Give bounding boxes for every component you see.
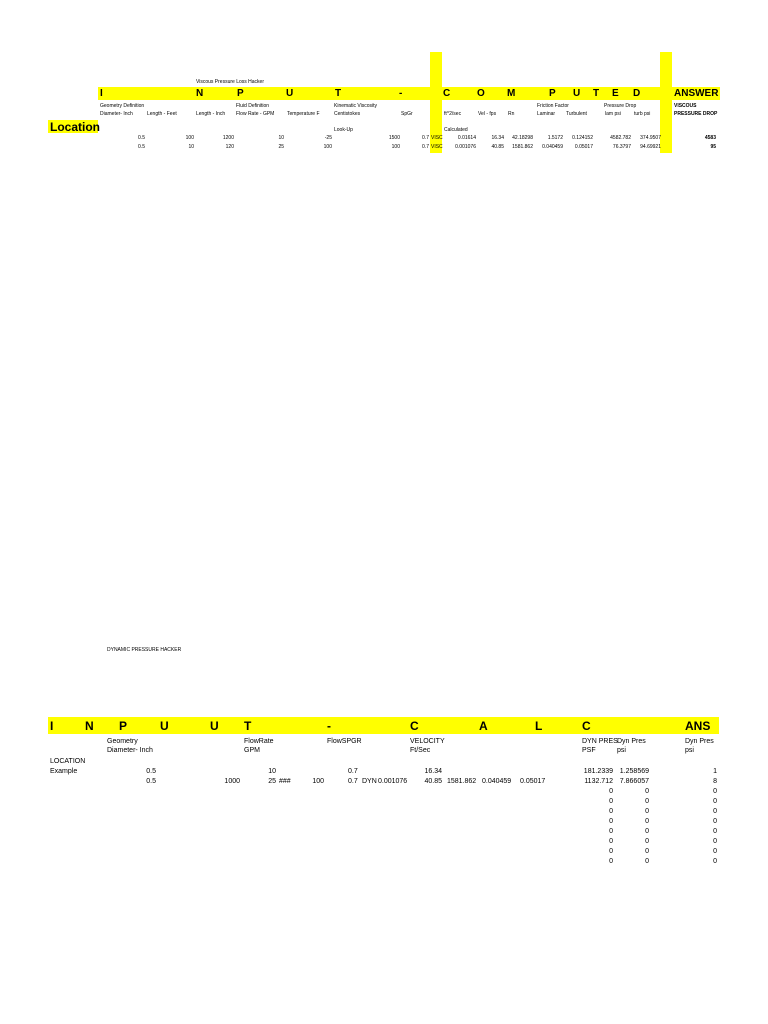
cell: 0 <box>713 838 717 845</box>
band-letter: P <box>119 719 128 733</box>
cell: 0.5 <box>138 144 145 150</box>
cell: 0.001076 <box>455 144 476 150</box>
header-lam-psi: lam psi <box>605 111 621 117</box>
answer-cell: 8 <box>713 778 717 785</box>
cell: 1200 <box>222 135 234 141</box>
header-rn: Rn <box>508 111 515 117</box>
header-ft2sec: ft^2/sec <box>444 111 462 117</box>
header-turbulent: Turbulent <box>566 111 587 117</box>
calculated-label: Calculated <box>444 127 468 133</box>
cell: 0 <box>713 848 717 855</box>
band-letter: - <box>399 88 403 99</box>
band-letter: - <box>327 719 331 733</box>
cell: 0 <box>609 788 613 795</box>
band-letter: C <box>443 88 451 99</box>
band-letter: T <box>593 88 600 99</box>
header-length-feet: Length - Feet <box>147 111 177 117</box>
cell: 16.34 <box>424 768 442 775</box>
cell: 0.124152 <box>572 135 593 141</box>
cell: 100 <box>312 778 324 785</box>
cell: 0.040459 <box>542 144 563 150</box>
cell: 1581.862 <box>447 778 477 785</box>
cell: 1581.862 <box>512 144 533 150</box>
header-velocity: VELOCITY <box>410 738 445 745</box>
header-centistokes: Centistokes <box>334 111 361 117</box>
cell: 1.5172 <box>547 135 563 141</box>
cell: -25 <box>324 135 332 141</box>
cell: 0 <box>645 838 649 845</box>
band-letter: O <box>477 88 485 99</box>
cell: 0 <box>609 808 613 815</box>
cell: 100 <box>391 144 400 150</box>
cell: 40.85 <box>491 144 504 150</box>
cell: 10 <box>268 768 276 775</box>
viscous-title: Viscous Pressure Loss Hacker <box>196 79 264 85</box>
answer-label: ANS <box>685 719 711 733</box>
cell: 374.9507 <box>640 135 661 141</box>
answer-cell: 1 <box>713 768 717 775</box>
header-dyn-pres-answer: Dyn Pres <box>685 738 714 745</box>
header-ftsec: Ft/Sec <box>410 747 431 754</box>
cell: 94.69921 <box>640 144 661 150</box>
cell: 0 <box>609 848 613 855</box>
band-letter: C <box>582 719 591 733</box>
header-friction: Friction Factor <box>537 103 569 109</box>
cell: 42.18298 <box>512 135 533 141</box>
cell: DYN <box>362 778 377 785</box>
header-pressure-drop-answer: PRESSURE DROP <box>674 111 718 117</box>
dynamic-title: DYNAMIC PRESSURE HACKER <box>107 647 182 653</box>
cell: 1.258569 <box>619 768 649 775</box>
header-diameter: Diameter- Inch <box>107 747 153 754</box>
band-letter: C <box>410 719 419 733</box>
cell: 0 <box>713 818 717 825</box>
cell: 1000 <box>224 778 240 785</box>
header-flowspgr: FlowSPGR <box>327 738 362 745</box>
cell: 4582.782 <box>610 135 631 141</box>
example-label: Example <box>50 768 78 775</box>
header-temperature: Temperature F <box>287 111 320 117</box>
header-geometry: Geometry <box>107 738 138 745</box>
band-letter: L <box>535 719 543 733</box>
cell: 181.2339 <box>583 768 613 775</box>
cell: 0 <box>645 828 649 835</box>
cell: 0 <box>609 838 613 845</box>
band-letter: M <box>507 88 516 99</box>
cell: 7.866057 <box>619 778 649 785</box>
cell: 0 <box>645 858 649 865</box>
header-diameter: Diameter- Inch <box>100 111 133 117</box>
cell: 0.7 <box>422 144 429 150</box>
lookup-label: Look-Up <box>334 127 353 133</box>
cell: 10 <box>188 144 194 150</box>
band-letter: U <box>573 88 581 99</box>
header-pressure-drop: Pressure Drop <box>604 103 637 109</box>
cell: 0.7 <box>348 778 358 785</box>
band-letter: I <box>50 719 54 733</box>
cell: 1500 <box>388 135 400 141</box>
cell: 100 <box>185 135 194 141</box>
header-kinematic: Kinematic Viscosity <box>334 103 377 109</box>
cell: ### <box>279 778 291 785</box>
band-letter: A <box>479 719 488 733</box>
band-letter: U <box>160 719 169 733</box>
cell: 0 <box>713 808 717 815</box>
band-letter: D <box>633 88 641 99</box>
band-letter: N <box>85 719 94 733</box>
cell: 25 <box>278 144 284 150</box>
cell: 0.040459 <box>482 778 512 785</box>
header-psf: PSF <box>582 747 596 754</box>
header-viscous: VISCOUS <box>674 103 697 109</box>
band-letter: T <box>335 88 342 99</box>
band-letter: E <box>612 88 619 99</box>
cell: 10 <box>278 135 284 141</box>
cell: 0 <box>645 788 649 795</box>
header-flowrate: FlowRate <box>244 738 274 745</box>
band-letter: P <box>549 88 556 99</box>
cell: VISC <box>431 144 443 150</box>
cell: 0 <box>713 858 717 865</box>
cell: 0.05017 <box>574 144 593 150</box>
cell: 0.5 <box>138 135 145 141</box>
cell: 0.5 <box>146 768 156 775</box>
cell: 0 <box>645 848 649 855</box>
band-letter: U <box>286 88 294 99</box>
cell: VISC <box>431 135 443 141</box>
header-geometry: Geometry Definition <box>100 103 145 109</box>
header-psi-answer: psi <box>685 747 694 754</box>
cell: 40.85 <box>424 778 442 785</box>
header-flow-rate: Flow Rate - GPM <box>236 111 275 117</box>
cell: 100 <box>323 144 332 150</box>
cell: 0 <box>645 798 649 805</box>
header-dyn-pres-psf: DYN PRES <box>582 738 618 745</box>
band-letter: N <box>196 88 204 99</box>
cell: 25 <box>268 778 276 785</box>
cell: 0.7 <box>422 135 429 141</box>
cell: 76.3797 <box>612 144 631 150</box>
band-letter: P <box>237 88 244 99</box>
header-spgr: SpGr <box>401 111 413 117</box>
cell: 0.01614 <box>457 135 476 141</box>
header-gpm: GPM <box>244 747 260 754</box>
cell: 120 <box>225 144 234 150</box>
header-length-inch: Length - Inch <box>196 111 226 117</box>
cell: 0.7 <box>348 768 358 775</box>
answer-cell: 95 <box>710 144 716 150</box>
cell: 0.5 <box>146 778 156 785</box>
header-fluid: Fluid Definition <box>236 103 270 109</box>
answer-cell: 4583 <box>704 135 716 141</box>
cell: 0 <box>713 788 717 795</box>
header-vel-fps: Vel - fps <box>478 111 497 117</box>
viscous-answer-column <box>660 52 672 153</box>
cell: 0 <box>713 798 717 805</box>
cell: 0 <box>645 808 649 815</box>
cell: 0.001076 <box>378 778 408 785</box>
cell: 0 <box>609 858 613 865</box>
cell: 0 <box>609 798 613 805</box>
cell: 1132.712 <box>584 778 613 785</box>
cell: 0.05017 <box>520 778 546 785</box>
answer-label: ANSWER <box>674 88 719 99</box>
cell: 0 <box>645 818 649 825</box>
header-psi: psi <box>617 747 626 754</box>
band-letter: U <box>210 719 219 733</box>
band-letter: I <box>100 88 103 99</box>
cell: 0 <box>609 828 613 835</box>
header-turb-psi: turb psi <box>634 111 651 117</box>
cell: 16.34 <box>491 135 504 141</box>
dynamic-band <box>48 717 719 734</box>
location-label: Location <box>50 120 100 134</box>
header-laminar: Laminar <box>537 111 556 117</box>
header-dyn-pres-psi: Dyn Pres <box>617 738 646 745</box>
cell: 0 <box>609 818 613 825</box>
band-letter: T <box>244 719 252 733</box>
location-label: LOCATION <box>50 758 86 765</box>
cell: 0 <box>713 828 717 835</box>
